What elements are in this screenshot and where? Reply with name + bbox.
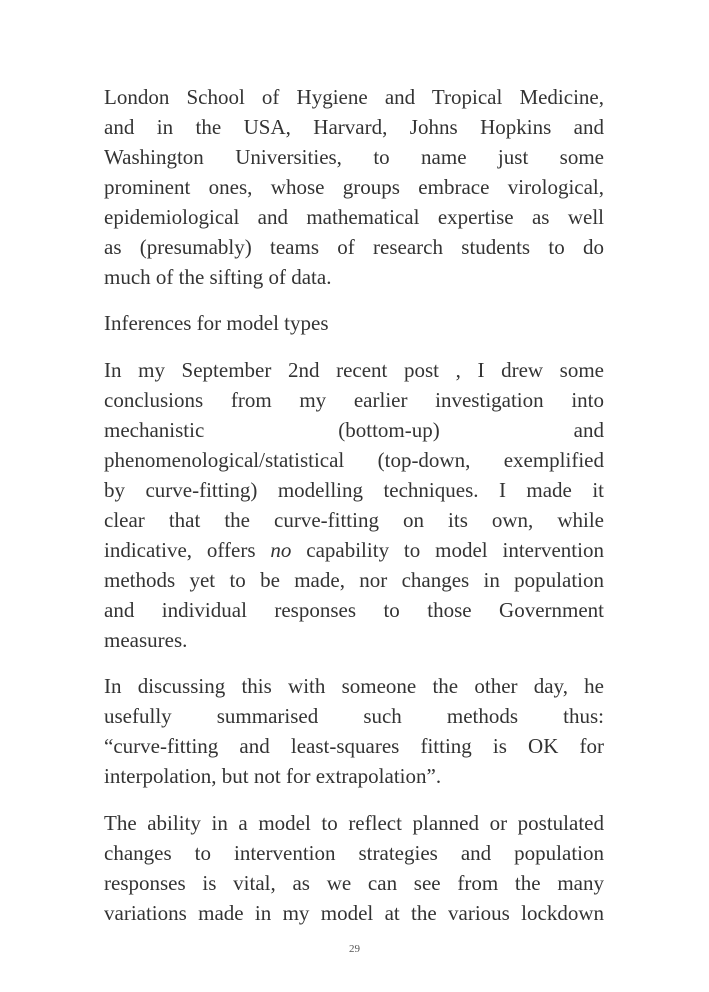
text-line: usefully summarised such methods thus: bbox=[104, 704, 604, 728]
text-line: In discussing this with someone the other day, he bbox=[104, 674, 604, 698]
text-line: epidemiological and mathematical expertise as well bbox=[104, 205, 604, 229]
text-line: mechanistic (bottom-up) and bbox=[104, 418, 604, 442]
text-line: phenomenological/statistical (top-down, exemplified bbox=[104, 448, 604, 472]
text-segment: capability to model intervention bbox=[291, 538, 604, 562]
text-segment: indicative, offers bbox=[104, 538, 271, 562]
text-line: responses is vital, as we can see from the many bbox=[104, 871, 604, 895]
paragraph-discussion bbox=[104, 671, 604, 791]
text-line: methods yet to be made, nor changes in population bbox=[104, 568, 604, 592]
text-line bbox=[104, 535, 604, 565]
paragraph-model-types bbox=[104, 355, 604, 655]
emphasis: no bbox=[270, 538, 292, 562]
text-line: much of the sifting of data. bbox=[104, 265, 332, 289]
text-line: measures. bbox=[104, 628, 188, 652]
text-line: clear that the curve-fitting on its own, while bbox=[104, 508, 604, 532]
text-line: variations made in my model at the various lockdown bbox=[104, 901, 604, 925]
text-line: conclusions from my earlier investigation into bbox=[104, 388, 604, 412]
text-line: London School of Hygiene and Tropical Medicine, bbox=[104, 85, 604, 109]
text-line: Washington Universities, to name just some bbox=[104, 145, 604, 169]
text-line: prominent ones, whose groups embrace virological, bbox=[104, 175, 604, 199]
text-line: Inferences for model types bbox=[104, 311, 329, 335]
text-line: The ability in a model to reflect planned or postulated bbox=[104, 811, 604, 835]
paragraph-institutions bbox=[104, 82, 604, 292]
text-line: changes to intervention strategies and population bbox=[104, 841, 604, 865]
section-heading bbox=[104, 308, 604, 338]
text-line: and individual responses to those Government bbox=[104, 598, 604, 622]
text-line: and in the USA, Harvard, Johns Hopkins and bbox=[104, 115, 604, 139]
text-line: as (presumably) teams of research students to do bbox=[104, 235, 604, 259]
text-line: “curve-fitting and least-squares fitting is OK for bbox=[104, 734, 604, 758]
text-line: by curve-fitting) modelling techniques. I made it bbox=[104, 478, 604, 502]
text-line: In my September 2nd recent post , I drew some bbox=[104, 358, 604, 382]
paragraph-ability bbox=[104, 808, 604, 928]
page-number: 29 bbox=[349, 943, 360, 955]
text-line: interpolation, but not for extrapolation”. bbox=[104, 764, 442, 788]
